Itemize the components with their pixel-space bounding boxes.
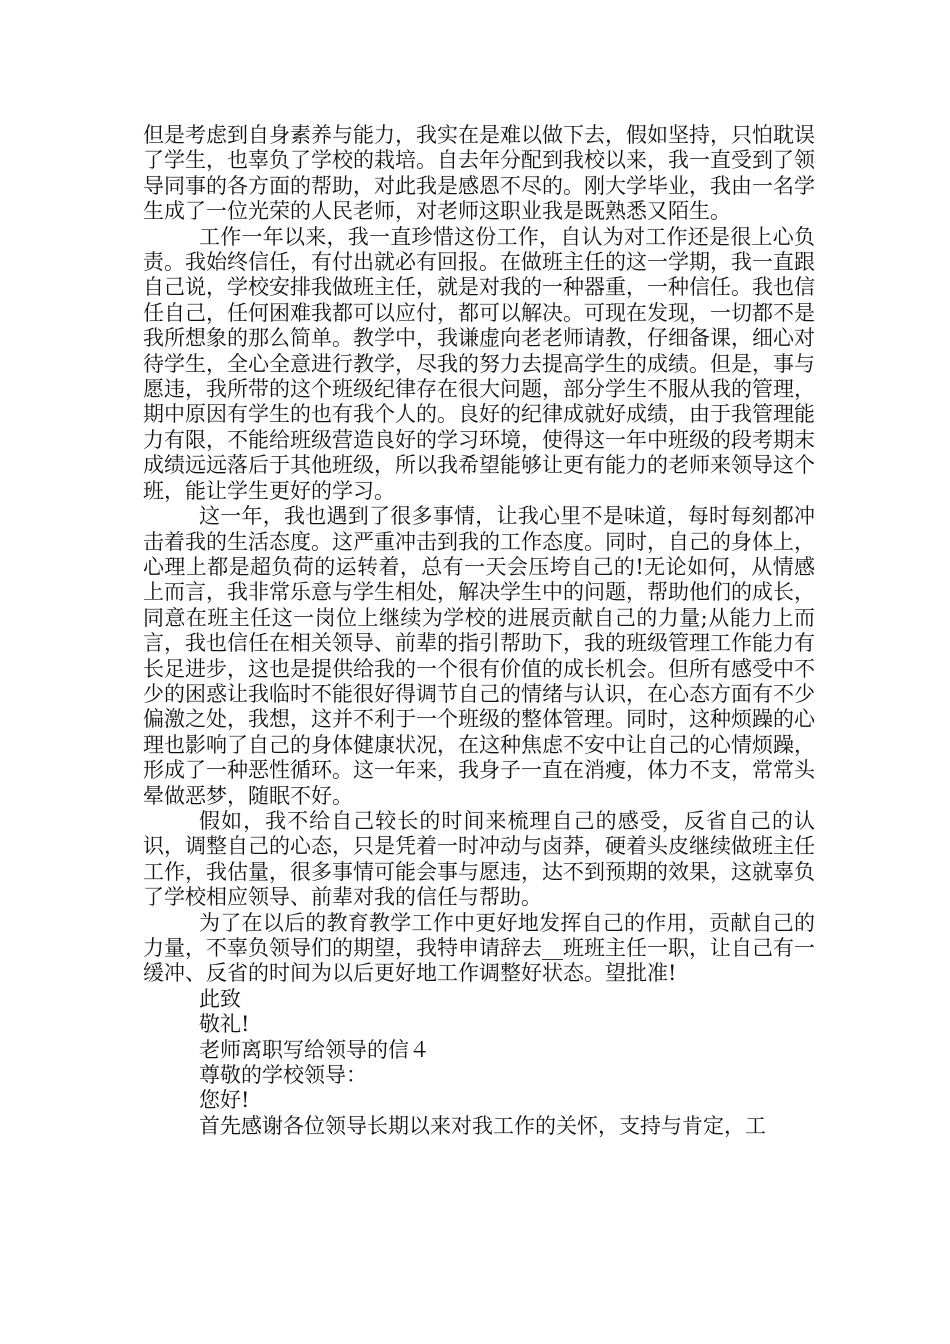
document-body	[143, 123, 815, 1139]
letter-opening-line: 首先感谢各位领导长期以来对我工作的关怀，支持与肯定，工	[199, 1113, 766, 1138]
paragraph-work-year: 工作一年以来，我一直珍惜这份工作，自认为对工作还是很上心负责。我始终信任，有付出就必有回报。在做班主任的这一学期，我一直跟自己说，学校安排我做班主任，就是对我的一种器重，一种信任。我也信任自己，任何困难我都可以应付，都可以解决。可现在发现，一切都不是我所想象的那么简单。教学中，我谦虚向老老师请教，仔细备课，细心对待学生，全心全意进行教学，尽我的努力去提高学生的成绩。但是，事与愿违，我所带的这个班级纪律存在很大问题，部分学生不服从我的管理，期中原因有学生的也有我个人的。良好的纪律成就好成绩，由于我管理能力有限，不能给班级营造良好的学习环境，使得这一年中班级的段考期末成绩远远落后于其他班级，所以我希望能够让更有能力的老师来领导这个班，能让学生更好的学习。	[143, 224, 815, 503]
letter-title: 老师离职写给领导的信４	[199, 1037, 430, 1062]
letter-addressee: 尊敬的学校领导：	[199, 1063, 367, 1088]
paragraph-this-year: 这一年，我也遇到了很多事情，让我心里不是味道，每时每刻都冲击着我的生活态度。这严重冲击到我的工作态度。同时，自己的身体上，心理上都是超负荷的运转着，总有一天会压垮自己的!无论如何，从情感上而言，我非常乐意与学生相处，解决学生中的问题，帮助他们的成长，同意在班主任这一岗位上继续为学校的进展贡献自己的力量;从能力上而言，我也信任在相关领导、前辈的指引帮助下，我的班级管理工作能力有长足进步，这也是提供给我的一个很有价值的成长机会。但所有感受中不少的困惑让我临时不能很好得调节自己的情绪与认识，在心态方面有不少偏激之处，我想，这并不利于一个班级的整体管理。同时，这种烦躁的心理也影响了自己的身体健康状况，在这种焦虑不安中让自己的心情烦躁，形成了一种恶性循环。这一年来，我身子一直在消瘦，体力不支，常常头晕做恶梦，随眠不好。	[143, 504, 815, 808]
closing-regards: 敬礼!	[199, 1012, 250, 1037]
paragraph-continuation: 但是考虑到自身素养与能力，我实在是难以做下去，假如坚持，只怕耽误了学生，也辜负了学校的栽培。自去年分配到我校以来，我一直受到了领导同事的各方面的帮助，对此我是感恩不尽的。刚大学毕业，我由一名学生成了一位光荣的人民老师，对老师这职业我是既熟悉又陌生。	[143, 123, 815, 224]
letter-greeting: 您好!	[199, 1088, 250, 1113]
closing-salutation: 此致	[199, 986, 241, 1011]
paragraph-resignation-request: 为了在以后的教育教学工作中更好地发挥自己的作用，贡献自己的力量，不辜负领导们的期望，我特申请辞去__班班主任一职，让自己有一缓冲、反省的时间为以后更好地工作调整好状态。望批准!	[143, 910, 815, 986]
paragraph-if: 假如，我不给自己较长的时间来梳理自己的感受，反省自己的认识，调整自己的心态，只是凭着一时冲动与卤莽，硬着头皮继续做班主任工作，我估量，很多事情可能会事与愿违，达不到预期的效果，这就辜负了学校相应领导、前辈对我的信任与帮助。	[143, 808, 815, 910]
